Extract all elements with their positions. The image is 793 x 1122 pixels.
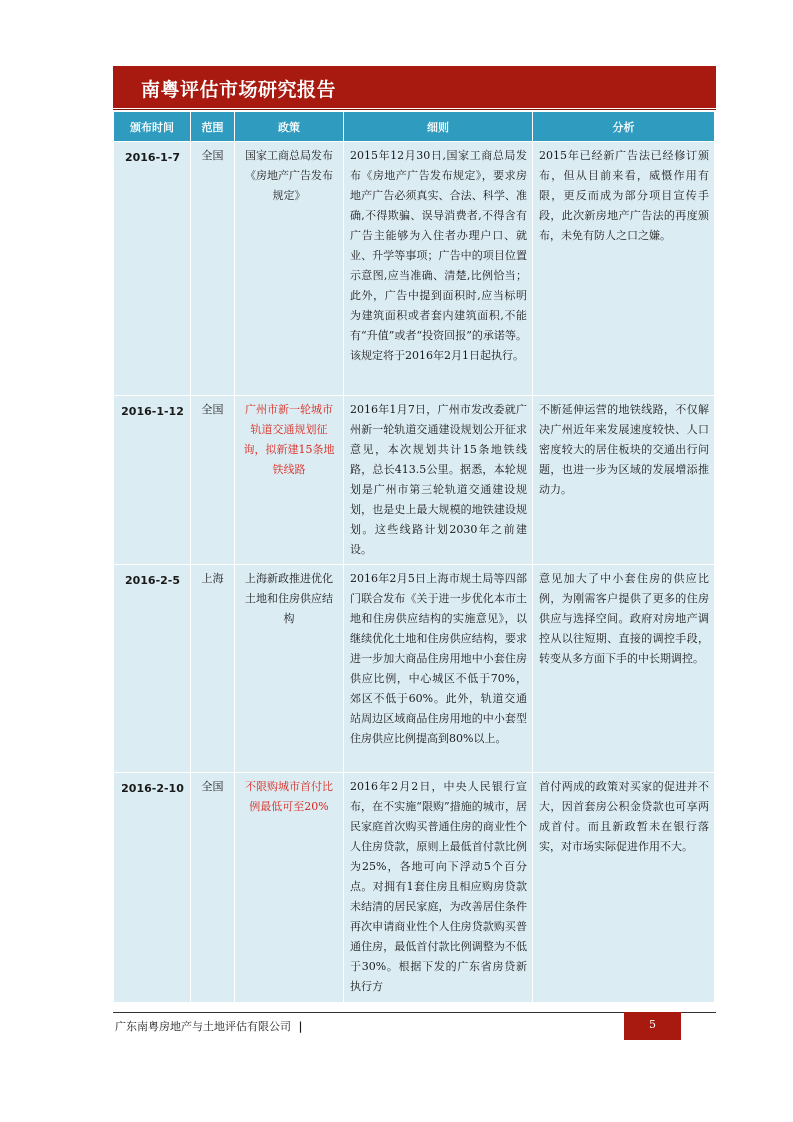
footer-company [115,1018,303,1034]
cell-analysis: 意见加大了中小套住房的供应比例，为刚需客户提供了更多的住房供应与选择空间。政府对房地产调控从以往短期、直接的调控手段，转变从多方面下手的中长期调控。 [533,565,715,773]
cell-detail: 2016年2月5日上海市规土局等四部门联合发布《关于进一步优化本市土地和住房供应结构的实施意见》，以继续优化土地和住房供应结构，要求进一步加大商品住房用地中小套住房供应比例，中心城区不低于70%，郊区不低于60%。此外，轨道交通站周边区域商品住房用地的中小套型住房供应比例提高到80%以上。 [344,565,533,773]
column-header-policy: 政策 [235,112,344,142]
cell-scope: 全国 [191,142,235,396]
header-divider [113,109,716,110]
cell-detail: 2016年2月2日，中央人民银行宣布，在不实施“限购”措施的城市，居民家庭首次购买普通住房的商业性个人住房贷款，原则上最低首付款比例为25%，各地可向下浮动5个百分点。对拥有1套住房且相应购房贷款未结清的居民家庭，为改善居住条件再次申请商业性个人住房贷款购买普通住房，最低首付款比例调整为不低于30%。根据下发的广东省房贷新执行方 [344,773,533,1003]
cell-analysis: 2015年已经新广告法已经修订颁布，但从目前来看，威慑作用有限，更反而成为部分项目宣传手段，此次新房地产广告法的再度颁布，未免有防人之口之嫌。 [533,142,715,396]
cell-date: 2016-2-10 [114,773,191,1003]
table-row [114,142,715,396]
column-header-date: 颁布时间 [114,112,191,142]
cell-policy: 广州市新一轮城市轨道交通规划征询，拟新建15条地铁线路 [235,396,344,565]
cell-policy: 国家工商总局发布《房地产广告发布规定》 [235,142,344,396]
cell-date: 2016-1-7 [114,142,191,396]
cell-analysis: 首付两成的政策对买家的促进并不大，因首套房公积金贷款也可享两成首付。而且新政暂未在银行落实，对市场实际促进作用不大。 [533,773,715,1003]
cell-scope: 全国 [191,773,235,1003]
page-number: 5 [624,1012,681,1040]
footer-separator: | [298,1020,303,1033]
cell-policy: 不限购城市首付比例最低可至20% [235,773,344,1003]
cell-date: 2016-1-12 [114,396,191,565]
column-header-scope: 范围 [191,112,235,142]
column-header-detail: 细则 [344,112,533,142]
cell-scope: 上海 [191,565,235,773]
table-header-row [114,112,715,142]
cell-detail: 2016年1月7日，广州市发改委就广州新一轮轨道交通建设规划公开征求意见，本次规划共计15条地铁线路，总长413.5公里。据悉，本轮规划是广州市第三轮轨道交通建设规划，也是史上最大规模的地铁建设规划。这些线路计划2030年之前建设。 [344,396,533,565]
policy-table [113,111,715,1003]
report-header-bar [113,66,716,108]
table-row [114,565,715,773]
column-header-analysis: 分析 [533,112,715,142]
table-row [114,396,715,565]
cell-scope: 全国 [191,396,235,565]
report-title: 南粤评估市场研究报告 [141,79,337,101]
cell-date: 2016-2-5 [114,565,191,773]
table-row [114,773,715,1003]
footer-company-name: 广东南粤房地产与土地评估有限公司 [115,1020,291,1033]
cell-detail: 2015年12月30日,国家工商总局发布《房地产广告发布规定》，要求房地产广告必须真实、合法、科学、准确,不得欺骗、误导消费者,不得含有广告主能够为入住者办理户口、就业、升学等事项；广告中的项目位置示意图,应当准确、清楚,比例恰当；此外，广告中提到面积时,应当标明为建筑面积或者套内建筑面积,不能有“升值”或者“投资回报”的承诺等。该规定将于2016年2月1日起执行。 [344,142,533,396]
cell-policy: 上海新政推进优化土地和住房供应结构 [235,565,344,773]
cell-analysis: 不断延伸运营的地铁线路，不仅解决广州近年来发展速度较快、人口密度较大的居住板块的交通出行问题，也进一步为区域的发展增添推动力。 [533,396,715,565]
